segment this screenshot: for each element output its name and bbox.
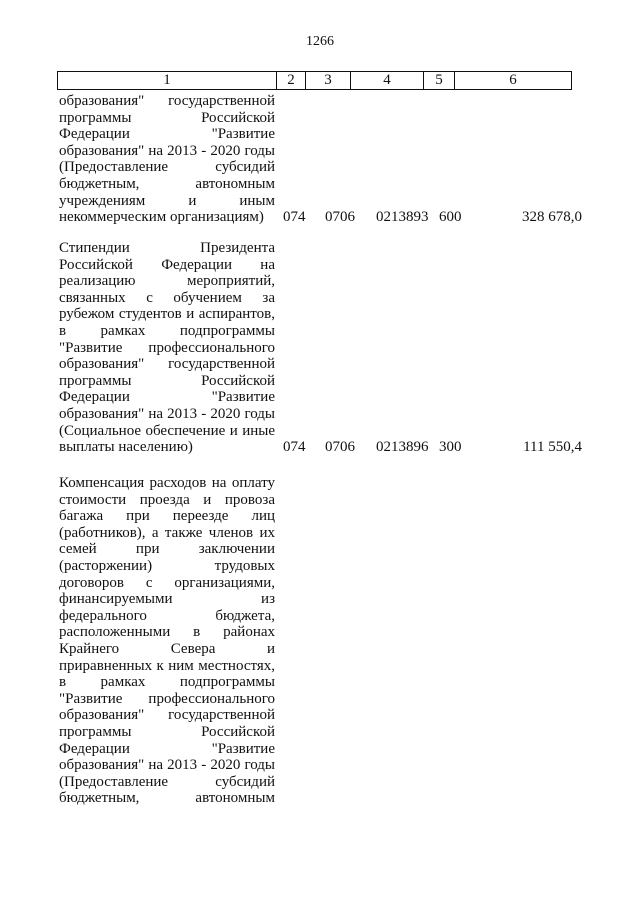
column-header-1: 1 <box>58 72 277 90</box>
description-line: Федерации "Развитие <box>59 126 275 143</box>
description-line: образования" на 2013 - 2020 годы <box>59 757 275 774</box>
description-line: стоимости проезда и провоза <box>59 491 275 508</box>
description-line: (расторжении) трудовых <box>59 557 275 574</box>
ministry-code: 074 <box>283 209 306 226</box>
description-line: в рамках подпрограммы <box>59 322 275 339</box>
description-line: образования" государственной <box>59 356 275 373</box>
description-line: бюджетным, автономным <box>59 175 275 192</box>
description-line: "Развитие профессионального <box>59 339 275 356</box>
column-header-2: 2 <box>277 72 306 90</box>
description-line: образования" на 2013 - 2020 годы <box>59 142 275 159</box>
description-line: (Предоставление субсидий <box>59 159 275 176</box>
description-line: семей при заключении <box>59 541 275 558</box>
description-line: реализацию мероприятий, <box>59 273 275 290</box>
description-line: рубежом студентов и аспирантов, <box>59 306 275 323</box>
description-line: (Социальное обеспечение и иные <box>59 422 275 439</box>
amount-value: 328 678,0 <box>522 209 582 226</box>
description-line: программы Российской <box>59 109 275 126</box>
description-line: Федерации "Развитие <box>59 740 275 757</box>
column-header-table <box>57 71 572 90</box>
description-line: образования" государственной <box>59 93 275 109</box>
row-description <box>59 475 275 807</box>
row-description <box>59 93 275 226</box>
description-line: Компенсация расходов на оплату <box>59 475 275 491</box>
description-line: федерального бюджета, <box>59 607 275 624</box>
description-line: (работников), а также членов их <box>59 524 275 541</box>
amount-value: 111 550,4 <box>523 439 582 456</box>
description-line: некоммерческим организациям) <box>59 209 264 226</box>
description-line: учреждениям и иным <box>59 192 275 209</box>
column-header-6: 6 <box>455 72 572 90</box>
column-header-3: 3 <box>306 72 351 90</box>
description-line: программы Российской <box>59 372 275 389</box>
section-code: 0706 <box>325 209 355 226</box>
description-line: финансируемыми из <box>59 591 275 608</box>
column-header-4: 4 <box>351 72 424 90</box>
row-description <box>59 240 275 456</box>
section-code: 0706 <box>325 439 355 456</box>
description-line: "Развитие профессионального <box>59 690 275 707</box>
description-line: багажа при переезде лиц <box>59 508 275 525</box>
description-line: связанных с обучением за <box>59 289 275 306</box>
description-line: выплаты населению) <box>59 439 193 456</box>
description-line: образования" на 2013 - 2020 годы <box>59 405 275 422</box>
description-line: Российской Федерации на <box>59 256 275 273</box>
target-article-code: 0213896 <box>376 439 429 456</box>
description-line: приравненных к ним местностях, <box>59 657 275 674</box>
description-line: Федерации "Развитие <box>59 389 275 406</box>
expense-type-code: 300 <box>439 439 462 456</box>
description-line: Крайнего Севера и <box>59 640 275 657</box>
description-line: в рамках подпрограммы <box>59 674 275 691</box>
column-header-5: 5 <box>424 72 455 90</box>
ministry-code: 074 <box>283 439 306 456</box>
description-line: бюджетным, автономным <box>59 790 275 807</box>
description-line: Стипендии Президента <box>59 240 275 256</box>
description-line: программы Российской <box>59 723 275 740</box>
target-article-code: 0213893 <box>376 209 429 226</box>
page-number: 1266 <box>306 34 334 49</box>
description-line: образования" государственной <box>59 707 275 724</box>
expense-type-code: 600 <box>439 209 462 226</box>
description-line: (Предоставление субсидий <box>59 773 275 790</box>
description-line: договоров с организациями, <box>59 574 275 591</box>
description-line: расположенными в районах <box>59 624 275 641</box>
